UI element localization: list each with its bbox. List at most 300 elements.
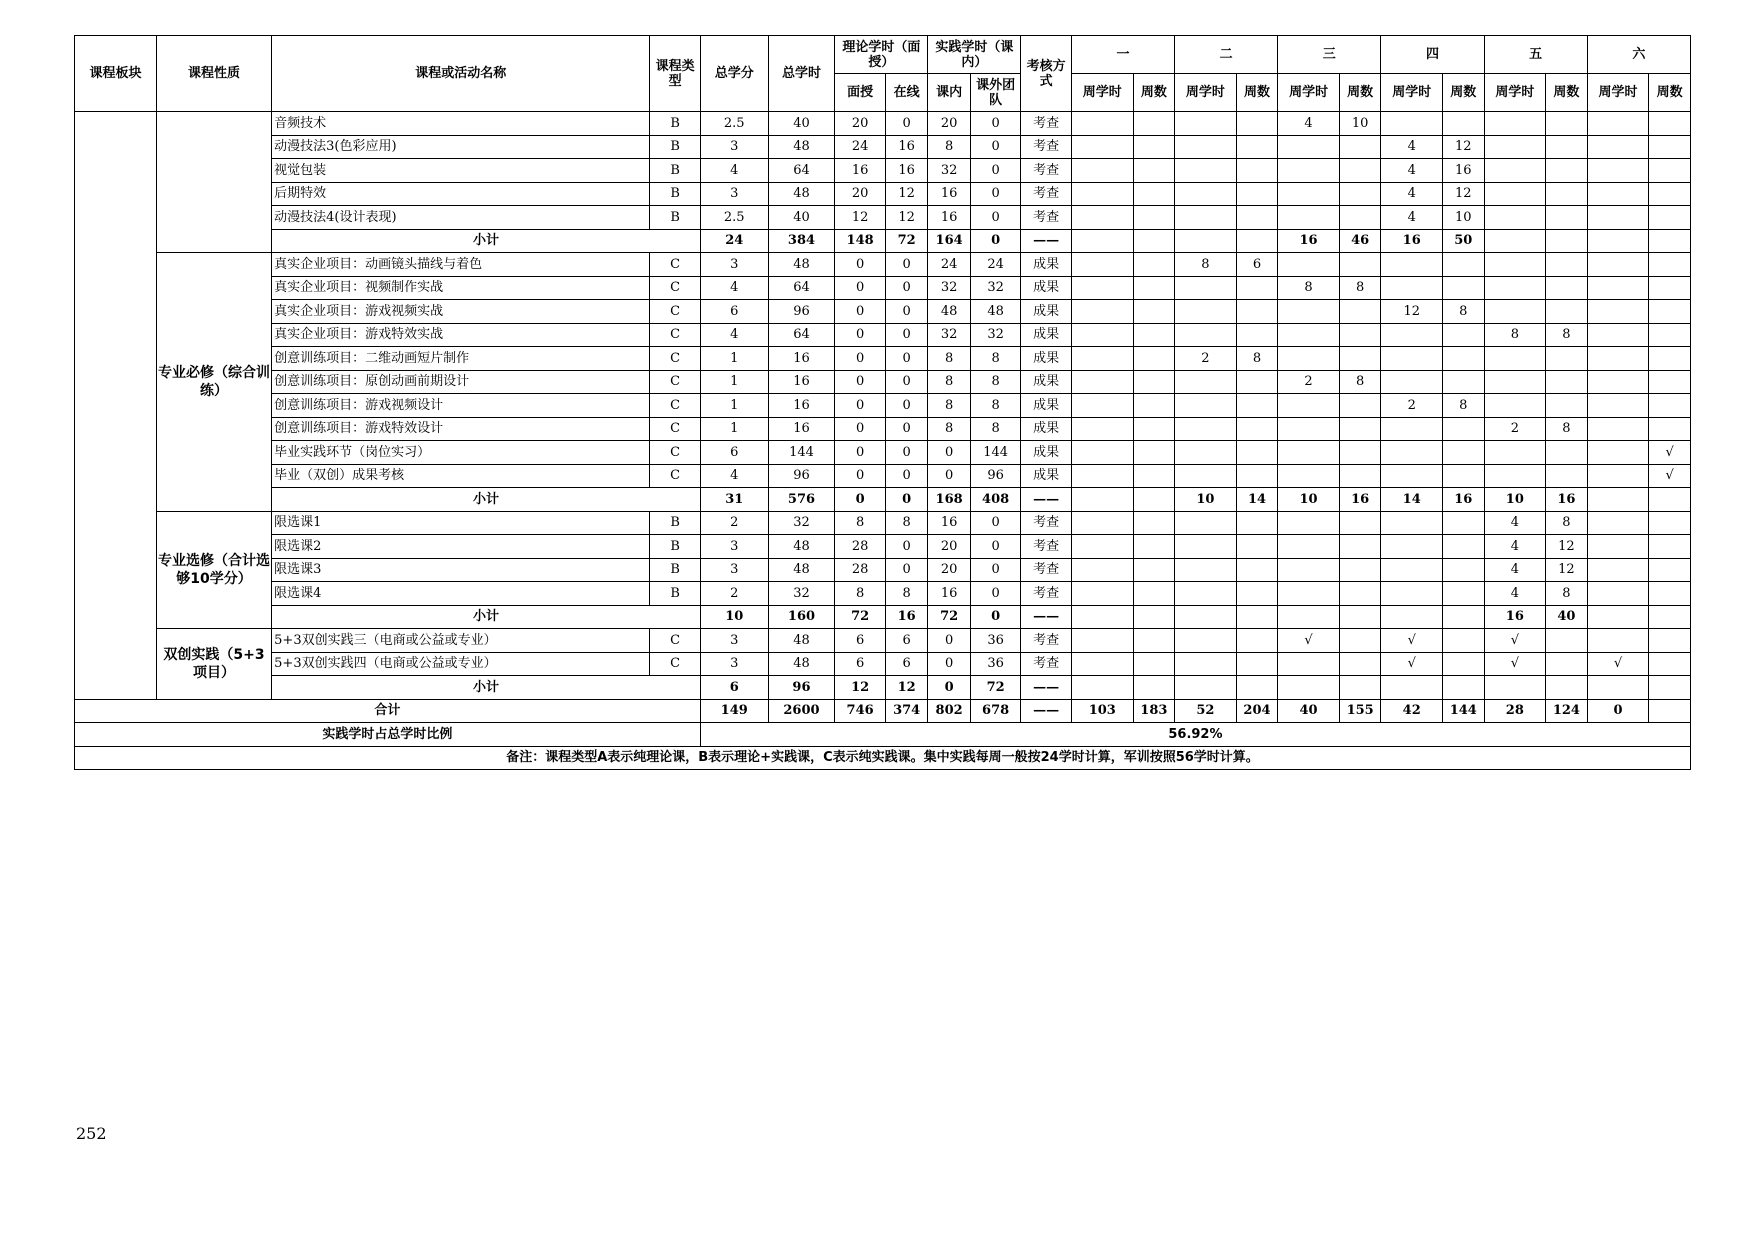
course-cell: 0 <box>885 276 927 300</box>
course-cell <box>1381 323 1443 347</box>
course-cell: 12 <box>1443 182 1484 206</box>
course-cell: C <box>650 464 701 488</box>
course-cell <box>1175 135 1237 159</box>
subtotal-cell: 6 <box>700 676 768 700</box>
total-row <box>75 699 1691 723</box>
table-row <box>75 582 1691 606</box>
course-cell: 8 <box>1236 347 1277 371</box>
course-cell: 16 <box>835 159 886 183</box>
subtotal-label: 小计 <box>272 229 701 253</box>
course-cell <box>1071 558 1133 582</box>
subtotal-cell: 14 <box>1381 488 1443 512</box>
course-cell <box>1071 629 1133 653</box>
subtotal-cell: 24 <box>700 229 768 253</box>
course-cell: 4 <box>1381 206 1443 230</box>
course-cell: 32 <box>928 323 970 347</box>
course-cell: 0 <box>885 323 927 347</box>
course-cell: 20 <box>835 182 886 206</box>
table-row <box>75 135 1691 159</box>
course-cell <box>1236 276 1277 300</box>
course-cell: 48 <box>768 629 835 653</box>
course-cell: 考查 <box>1021 182 1072 206</box>
subtotal-cell <box>1175 605 1237 629</box>
subtotal-cell <box>1339 605 1380 629</box>
course-cell <box>1071 300 1133 324</box>
course-cell: 8 <box>928 135 970 159</box>
course-cell <box>1133 582 1174 606</box>
course-cell: 0 <box>835 276 886 300</box>
course-cell <box>1587 276 1649 300</box>
course-cell: 0 <box>835 300 886 324</box>
course-cell <box>1443 535 1484 559</box>
header-semester-6: 六 <box>1587 36 1690 74</box>
course-cell <box>1546 370 1587 394</box>
course-cell: 0 <box>885 347 927 371</box>
course-cell: 16 <box>768 417 835 441</box>
course-cell <box>1278 182 1340 206</box>
course-cell <box>1175 323 1237 347</box>
course-cell <box>1443 441 1484 465</box>
course-cell <box>1278 347 1340 371</box>
course-cell <box>1381 464 1443 488</box>
course-cell <box>1484 464 1546 488</box>
course-cell: 4 <box>700 276 768 300</box>
course-cell: 3 <box>700 135 768 159</box>
course-cell: 48 <box>768 182 835 206</box>
course-cell: 20 <box>835 112 886 136</box>
course-cell <box>1649 535 1691 559</box>
subtotal-cell <box>1071 605 1133 629</box>
course-cell <box>1649 558 1691 582</box>
subtotal-cell: 168 <box>928 488 970 512</box>
course-cell: 3 <box>700 535 768 559</box>
course-cell: 8 <box>1443 394 1484 418</box>
course-cell: 考查 <box>1021 159 1072 183</box>
course-cell: 96 <box>768 464 835 488</box>
course-cell <box>1071 394 1133 418</box>
course-cell <box>1133 370 1174 394</box>
course-cell <box>1649 347 1691 371</box>
course-cell: 3 <box>700 558 768 582</box>
course-cell <box>1236 511 1277 535</box>
total-cell: 149 <box>700 699 768 723</box>
header-weeks: 周数 <box>1649 74 1691 112</box>
course-cell: 0 <box>835 417 886 441</box>
course-cell: 8 <box>885 511 927 535</box>
subtotal-cell <box>1381 676 1443 700</box>
subtotal-cell <box>1236 676 1277 700</box>
course-cell: B <box>650 582 701 606</box>
course-cell: 8 <box>1546 511 1587 535</box>
course-cell <box>1236 135 1277 159</box>
subtotal-cell: 12 <box>885 676 927 700</box>
course-cell <box>1133 300 1174 324</box>
table-row <box>75 253 1691 277</box>
course-cell <box>1071 652 1133 676</box>
course-cell <box>1278 300 1340 324</box>
course-cell <box>1546 441 1587 465</box>
course-cell: 0 <box>885 464 927 488</box>
course-cell <box>1133 441 1174 465</box>
course-cell: 2.5 <box>700 112 768 136</box>
course-cell: 8 <box>970 394 1021 418</box>
course-cell <box>1546 159 1587 183</box>
subtotal-cell: 10 <box>1278 488 1340 512</box>
course-cell <box>1587 206 1649 230</box>
course-cell <box>1133 629 1174 653</box>
course-cell <box>1071 112 1133 136</box>
course-cell <box>1175 112 1237 136</box>
header-week-hours: 周学时 <box>1484 74 1546 112</box>
course-cell <box>1133 464 1174 488</box>
course-name: 毕业实践环节（岗位实习） <box>272 441 650 465</box>
subtotal-cell: 408 <box>970 488 1021 512</box>
course-cell <box>1381 276 1443 300</box>
total-cell: 144 <box>1443 699 1484 723</box>
course-cell: 8 <box>928 394 970 418</box>
course-cell <box>1133 347 1174 371</box>
course-cell: 32 <box>928 276 970 300</box>
subtotal-cell: 72 <box>835 605 886 629</box>
course-cell <box>1587 347 1649 371</box>
course-cell: C <box>650 300 701 324</box>
course-cell <box>1443 370 1484 394</box>
course-cell: 48 <box>768 558 835 582</box>
ratio-row <box>75 723 1691 747</box>
table-row <box>75 511 1691 535</box>
course-cell: 6 <box>835 652 886 676</box>
course-cell <box>1133 206 1174 230</box>
course-cell: 8 <box>1339 370 1380 394</box>
course-cell: 144 <box>970 441 1021 465</box>
subtotal-cell <box>1443 676 1484 700</box>
course-cell: 3 <box>700 182 768 206</box>
course-cell: 4 <box>1381 159 1443 183</box>
course-cell: 0 <box>928 629 970 653</box>
total-cell: —— <box>1021 699 1072 723</box>
course-cell: 12 <box>835 206 886 230</box>
subtotal-cell: 72 <box>928 605 970 629</box>
course-cell <box>1381 558 1443 582</box>
subtotal-label: 小计 <box>272 488 701 512</box>
course-cell: 0 <box>885 441 927 465</box>
course-name: 创意训练项目：游戏视频设计 <box>272 394 650 418</box>
header-week-hours: 周学时 <box>1278 74 1340 112</box>
course-nature-cell: 专业必修（综合训练） <box>156 253 271 512</box>
course-cell: 8 <box>1278 276 1340 300</box>
table-header <box>75 36 1691 112</box>
course-cell <box>1546 629 1587 653</box>
course-cell: 2 <box>1381 394 1443 418</box>
course-cell <box>1133 394 1174 418</box>
course-cell: 40 <box>768 112 835 136</box>
course-cell: 考查 <box>1021 511 1072 535</box>
course-cell: 1 <box>700 370 768 394</box>
header-semester-2: 二 <box>1175 36 1278 74</box>
total-cell: 42 <box>1381 699 1443 723</box>
course-cell: 24 <box>928 253 970 277</box>
subtotal-cell: 16 <box>1546 488 1587 512</box>
course-cell <box>1071 535 1133 559</box>
subtotal-label: 小计 <box>272 605 701 629</box>
course-cell: 成果 <box>1021 276 1072 300</box>
course-cell: 0 <box>885 112 927 136</box>
course-cell <box>1443 276 1484 300</box>
course-cell: 成果 <box>1021 464 1072 488</box>
course-cell: 6 <box>700 300 768 324</box>
course-cell: 16 <box>928 206 970 230</box>
subtotal-cell <box>1175 229 1237 253</box>
course-cell <box>1587 558 1649 582</box>
course-cell <box>1133 253 1174 277</box>
course-cell <box>1484 347 1546 371</box>
total-cell: 40 <box>1278 699 1340 723</box>
course-cell <box>1175 582 1237 606</box>
total-cell: 28 <box>1484 699 1546 723</box>
course-cell <box>1339 535 1380 559</box>
course-cell <box>1546 253 1587 277</box>
course-cell: B <box>650 206 701 230</box>
total-cell: 678 <box>970 699 1021 723</box>
course-cell <box>1071 253 1133 277</box>
subtotal-cell <box>1236 605 1277 629</box>
course-cell: 0 <box>885 300 927 324</box>
course-cell: 8 <box>970 370 1021 394</box>
course-cell: 考查 <box>1021 112 1072 136</box>
table-row <box>75 370 1691 394</box>
course-cell: 16 <box>768 347 835 371</box>
subtotal-row <box>75 676 1691 700</box>
course-name: 创意训练项目：原创动画前期设计 <box>272 370 650 394</box>
course-cell <box>1339 206 1380 230</box>
course-cell <box>1546 276 1587 300</box>
course-cell: 0 <box>885 558 927 582</box>
subtotal-cell <box>1587 676 1649 700</box>
course-cell: B <box>650 135 701 159</box>
course-cell: 8 <box>1443 300 1484 324</box>
course-cell: 考查 <box>1021 206 1072 230</box>
course-cell: 40 <box>768 206 835 230</box>
course-cell: 8 <box>1484 323 1546 347</box>
course-cell <box>1071 206 1133 230</box>
course-cell: 考查 <box>1021 652 1072 676</box>
course-cell <box>1587 535 1649 559</box>
course-cell <box>1071 417 1133 441</box>
course-cell: √ <box>1381 652 1443 676</box>
course-cell <box>1071 441 1133 465</box>
course-name: 真实企业项目：动画镜头描线与着色 <box>272 253 650 277</box>
course-cell <box>1339 135 1380 159</box>
table-row <box>75 159 1691 183</box>
course-cell: 考查 <box>1021 558 1072 582</box>
table-row <box>75 276 1691 300</box>
total-cell: 204 <box>1236 699 1277 723</box>
course-cell: 24 <box>970 253 1021 277</box>
table-row <box>75 323 1691 347</box>
course-cell: 16 <box>768 370 835 394</box>
ratio-value: 56.92% <box>700 723 1690 747</box>
course-name: 限选课2 <box>272 535 650 559</box>
course-cell: B <box>650 511 701 535</box>
course-cell <box>1484 206 1546 230</box>
course-cell: 8 <box>928 347 970 371</box>
course-cell <box>1443 112 1484 136</box>
table-row <box>75 629 1691 653</box>
subtotal-cell: 0 <box>970 605 1021 629</box>
course-name: 真实企业项目：视频制作实战 <box>272 276 650 300</box>
table-body <box>75 112 1691 770</box>
subtotal-cell <box>1278 605 1340 629</box>
course-cell <box>1381 112 1443 136</box>
subtotal-row <box>75 605 1691 629</box>
course-cell <box>1381 441 1443 465</box>
course-cell: 16 <box>928 582 970 606</box>
subtotal-cell <box>1587 229 1649 253</box>
course-cell: 32 <box>928 159 970 183</box>
course-cell <box>1133 182 1174 206</box>
course-cell <box>1175 652 1237 676</box>
ratio-label: 实践学时占总学时比例 <box>75 723 701 747</box>
course-cell <box>1339 347 1380 371</box>
table-row <box>75 347 1691 371</box>
total-cell: 2600 <box>768 699 835 723</box>
course-cell <box>1071 464 1133 488</box>
course-cell: 4 <box>1484 511 1546 535</box>
course-cell: 48 <box>928 300 970 324</box>
course-cell <box>1236 394 1277 418</box>
course-cell <box>1546 464 1587 488</box>
course-nature-cell: 双创实践（5+3项目） <box>156 629 271 700</box>
table-row <box>75 394 1691 418</box>
subtotal-cell: 31 <box>700 488 768 512</box>
course-cell <box>1587 112 1649 136</box>
course-cell: 0 <box>928 441 970 465</box>
course-cell <box>1381 253 1443 277</box>
course-name: 5+3双创实践三（电商或公益或专业） <box>272 629 650 653</box>
total-label: 合计 <box>75 699 701 723</box>
course-cell: 6 <box>1236 253 1277 277</box>
course-cell: 2 <box>1484 417 1546 441</box>
course-cell <box>1133 535 1174 559</box>
course-cell <box>1546 182 1587 206</box>
total-cell <box>1649 699 1691 723</box>
header-week-hours: 周学时 <box>1175 74 1237 112</box>
course-cell: 0 <box>885 535 927 559</box>
course-cell <box>1133 112 1174 136</box>
table-row <box>75 112 1691 136</box>
course-cell <box>1649 159 1691 183</box>
course-cell <box>1649 629 1691 653</box>
course-cell: 成果 <box>1021 394 1072 418</box>
subtotal-cell: 384 <box>768 229 835 253</box>
block-cell <box>75 112 157 700</box>
header-semester-3: 三 <box>1278 36 1381 74</box>
course-cell: 考查 <box>1021 582 1072 606</box>
header-in-class: 课内 <box>928 74 970 112</box>
subtotal-cell: 148 <box>835 229 886 253</box>
course-cell <box>1071 323 1133 347</box>
course-cell <box>1278 417 1340 441</box>
course-cell: 2 <box>700 582 768 606</box>
subtotal-cell <box>1071 488 1133 512</box>
subtotal-cell <box>1546 229 1587 253</box>
subtotal-cell <box>1484 229 1546 253</box>
course-cell <box>1236 206 1277 230</box>
course-cell <box>1381 417 1443 441</box>
course-name: 真实企业项目：游戏视频实战 <box>272 300 650 324</box>
course-cell: 4 <box>1278 112 1340 136</box>
course-cell: 4 <box>1381 135 1443 159</box>
course-name: 动漫技法4(设计表现) <box>272 206 650 230</box>
course-cell: 10 <box>1443 206 1484 230</box>
course-cell <box>1443 511 1484 535</box>
course-cell <box>1071 135 1133 159</box>
course-cell <box>1278 511 1340 535</box>
subtotal-cell <box>1133 605 1174 629</box>
header-weeks: 周数 <box>1236 74 1277 112</box>
course-cell: 28 <box>835 558 886 582</box>
course-cell: 12 <box>1546 558 1587 582</box>
header-weeks: 周数 <box>1443 74 1484 112</box>
course-cell <box>1133 417 1174 441</box>
course-cell: C <box>650 276 701 300</box>
course-cell <box>1587 323 1649 347</box>
subtotal-cell: 16 <box>1339 488 1380 512</box>
subtotal-cell <box>1278 676 1340 700</box>
course-cell <box>1175 394 1237 418</box>
course-cell <box>1443 582 1484 606</box>
course-cell: 4 <box>1381 182 1443 206</box>
curriculum-table <box>74 35 1691 770</box>
course-cell: 考查 <box>1021 629 1072 653</box>
course-cell <box>1587 135 1649 159</box>
course-cell: 0 <box>928 652 970 676</box>
course-cell: 0 <box>970 159 1021 183</box>
course-cell: 0 <box>970 535 1021 559</box>
table-row <box>75 182 1691 206</box>
subtotal-cell <box>1649 676 1691 700</box>
subtotal-cell: 50 <box>1443 229 1484 253</box>
subtotal-cell: —— <box>1021 605 1072 629</box>
course-cell <box>1278 441 1340 465</box>
course-cell: 成果 <box>1021 300 1072 324</box>
header-weeks: 周数 <box>1546 74 1587 112</box>
course-cell: 64 <box>768 323 835 347</box>
course-cell: 0 <box>885 417 927 441</box>
course-nature-cell <box>156 112 271 253</box>
course-cell: 8 <box>928 370 970 394</box>
course-cell: 4 <box>700 159 768 183</box>
course-cell <box>1587 441 1649 465</box>
subtotal-row <box>75 488 1691 512</box>
course-cell <box>1236 535 1277 559</box>
course-cell <box>1236 182 1277 206</box>
subtotal-cell <box>1175 676 1237 700</box>
course-cell <box>1236 417 1277 441</box>
header-face: 面授 <box>835 74 886 112</box>
course-cell: 144 <box>768 441 835 465</box>
course-cell: 2 <box>1278 370 1340 394</box>
subtotal-cell: 72 <box>885 229 927 253</box>
course-cell <box>1278 159 1340 183</box>
course-cell <box>1175 159 1237 183</box>
course-cell <box>1443 629 1484 653</box>
course-cell <box>1587 582 1649 606</box>
subtotal-cell: 164 <box>928 229 970 253</box>
course-cell: C <box>650 323 701 347</box>
course-cell: 16 <box>885 135 927 159</box>
subtotal-cell <box>1339 676 1380 700</box>
